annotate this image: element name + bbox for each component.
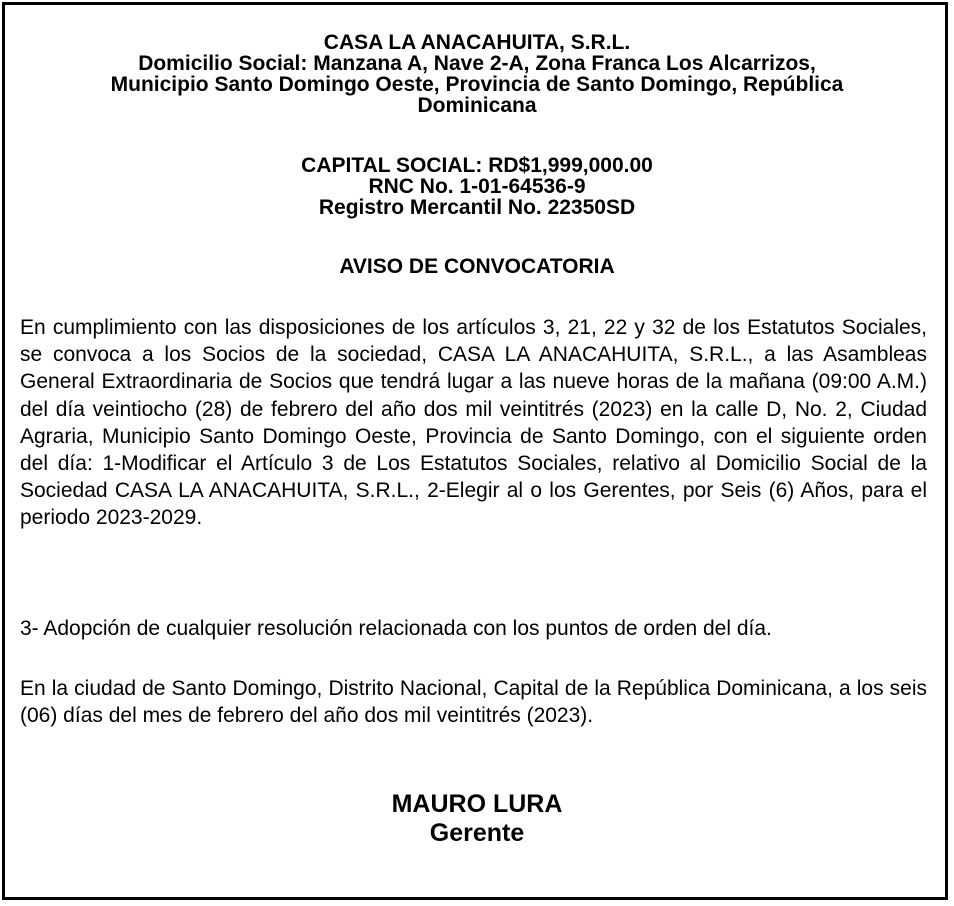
notice-title: AVISO DE CONVOCATORIA	[339, 255, 615, 278]
signer-name: MAURO LURA	[391, 790, 563, 818]
address-line-2: Municipio Santo Domingo Oeste, Provincia de Santo Domingo, República	[110, 73, 844, 96]
body-paragraph-date-place: En la ciudad de Santo Domingo, Distrito Nacional, Capital de la República Dominicana, a los seis (06) días del mes de febrero del año dos mil veintitrés (2023).	[20, 677, 927, 728]
capital-social: CAPITAL SOCIAL: RD$1,999,000.00	[301, 154, 653, 177]
signature-block	[20, 790, 934, 848]
registro-mercantil: Registro Mercantil No. 22350SD	[318, 196, 636, 219]
rnc-number: RNC No. 1-01-64536-9	[368, 175, 586, 198]
signer-title: Gerente	[429, 819, 525, 847]
address-line-1: Domicilio Social: Manzana A, Nave 2-A, Zona Franca Los Alcarrizos,	[138, 52, 816, 75]
registration-info	[20, 155, 934, 218]
company-header	[20, 32, 934, 116]
company-name: CASA LA ANACAHUITA, S.R.L.	[323, 31, 631, 54]
address-line-3: Dominicana	[417, 94, 537, 117]
body-paragraph-agenda-item-3: 3- Adopción de cualquier resolución relacionada con los puntos de orden del día.	[20, 617, 772, 640]
body-paragraph-convocation: En cumplimiento con las disposiciones de los artículos 3, 21, 22 y 32 de los Estatutos Sociales, se convoca a los Socios de la sociedad, CASA LA ANACAHUITA, S.R.L., a las Asambleas General Extraordinaria de Socios que tendrá lugar a las nueve horas de la mañana (09:00 A.M.) del día veintiocho (28) de febrero del año dos mil veintitrés (2023) en la calle D, No. 2, Ciudad Agraria, Municipio Santo Domingo Oeste, Provincia de Santo Domingo, con el siguiente orden del día: 1-Modificar el Artículo 3 de Los Estatutos Sociales, relativo al Domicilio Social de la Sociedad CASA LA ANACAHUITA, S.R.L., 2-Elegir al o los Gerentes, por Seis (6) Años, para el periodo 2023-2029.	[20, 316, 927, 530]
